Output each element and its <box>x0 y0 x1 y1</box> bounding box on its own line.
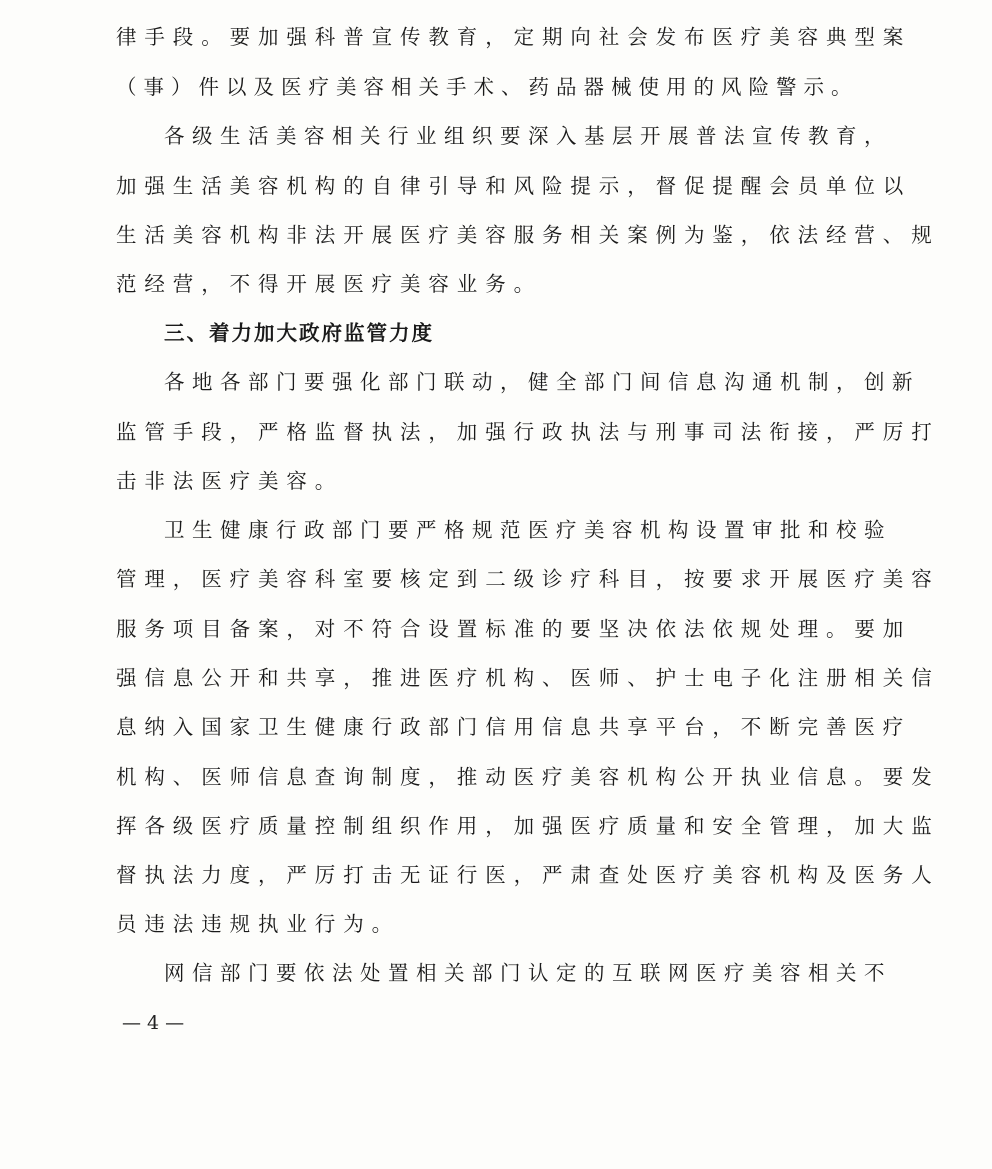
text-line: 卫生健康行政部门要严格规范医疗美容机构设置审批和校验 <box>164 518 892 542</box>
text-line: 员违法违规执业行为。 <box>116 912 400 936</box>
text-line: 管理，医疗美容科室要核定到二级诊疗科目，按要求开展医疗美容 <box>116 567 940 591</box>
text-line: 机构、医师信息查询制度，推动医疗美容机构公开执业信息。要发 <box>116 765 940 789</box>
text-line: （事）件以及医疗美容相关手术、药品器械使用的风险警示。 <box>116 75 859 99</box>
text-line: 督执法力度，严厉打击无证行医，严肃查处医疗美容机构及医务人 <box>116 863 940 887</box>
text-line: 息纳入国家卫生健康行政部门信用信息共享平台，不断完善医疗 <box>116 715 912 739</box>
text-line: 强信息公开和共享，推进医疗机构、医师、护士电子化注册相关信 <box>116 666 940 690</box>
text-line: 律手段。要加强科普宣传教育，定期向社会发布医疗美容典型案 <box>116 25 912 49</box>
text-line: 各级生活美容相关行业组织要深入基层开展普法宣传教育， <box>164 124 892 148</box>
section-heading: 三、着力加大政府监管力度 <box>164 321 434 345</box>
text-line: 生活美容机构非法开展医疗美容服务相关案例为鉴，依法经营、规 <box>116 223 940 247</box>
text-line: 范经营，不得开展医疗美容业务。 <box>116 272 542 296</box>
text-line: 加强生活美容机构的自律引导和风险提示，督促提醒会员单位以 <box>116 174 912 198</box>
text-line: 网信部门要依法处置相关部门认定的互联网医疗美容相关不 <box>164 961 892 985</box>
page-number: — 4 — <box>122 1012 185 1034</box>
text-line: 服务项目备案，对不符合设置标准的要坚决依法依规处理。要加 <box>116 617 912 641</box>
text-line: 击非法医疗美容。 <box>116 469 344 493</box>
text-line: 各地各部门要强化部门联动，健全部门间信息沟通机制，创新 <box>164 370 920 394</box>
text-line: 监管手段，严格监督执法，加强行政执法与刑事司法衔接，严厉打 <box>116 420 940 444</box>
text-line: 挥各级医疗质量控制组织作用，加强医疗质量和安全管理，加大监 <box>116 814 940 838</box>
